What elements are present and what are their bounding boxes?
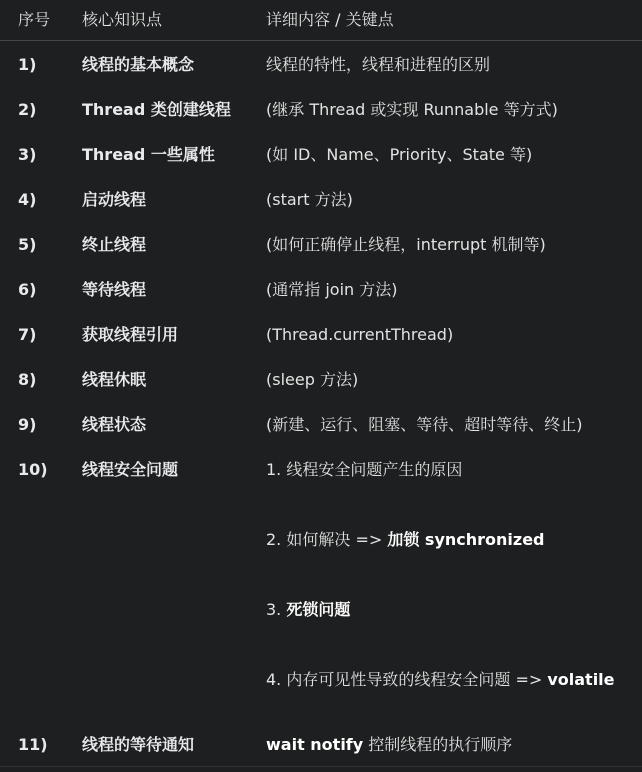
row-index: 6) — [18, 280, 37, 299]
row-topic: 线程休眠 — [82, 370, 147, 389]
row-index: 7) — [18, 325, 37, 344]
row-topic: 终止线程 — [82, 235, 147, 254]
header-detail: 详细内容 / 关键点 — [266, 10, 394, 29]
row-detail: (Thread.currentThread) — [266, 325, 454, 344]
row-detail: (sleep 方法) — [266, 370, 359, 389]
row-detail-line: 4. 内存可见性导致的线程安全问题 => volatile — [266, 670, 615, 689]
row-detail: (start 方法) — [266, 190, 353, 209]
row-detail-line: 2. 如何解决 => 加锁 synchronized — [266, 530, 545, 549]
row-index: 2) — [18, 100, 37, 119]
row-topic: 线程安全问题 — [82, 460, 179, 479]
row-index: 9) — [18, 415, 37, 434]
row-topic: Thread 一些属性 — [82, 145, 215, 164]
row-topic: 线程的基本概念 — [82, 55, 195, 74]
row-topic: 线程的等待通知 — [82, 735, 195, 754]
row-index: 11) — [18, 735, 48, 754]
row-topic: 线程状态 — [82, 415, 147, 434]
divider — [0, 766, 642, 767]
row-index: 10) — [18, 460, 48, 479]
row-detail: (如何正确停止线程，interrupt 机制等) — [266, 235, 546, 254]
row-detail: (通常指 join 方法) — [266, 280, 398, 299]
row-detail: (如 ID、Name、Priority、State 等) — [266, 145, 533, 164]
row-index: 5) — [18, 235, 37, 254]
header-topic: 核心知识点 — [82, 10, 163, 29]
row-topic: 获取线程引用 — [82, 325, 179, 344]
row-detail: (继承 Thread 或实现 Runnable 等方式) — [266, 100, 558, 119]
row-topic: 等待线程 — [82, 280, 147, 299]
header-index: 序号 — [18, 10, 51, 29]
row-detail: 1. 线程安全问题产生的原因 — [266, 460, 463, 479]
row-detail-line: 3. 死锁问题 — [266, 600, 351, 619]
table-header — [0, 0, 642, 41]
row-detail: 线程的特性，线程和进程的区别 — [266, 55, 491, 74]
row-index: 4) — [18, 190, 37, 209]
row-topic: Thread 类创建线程 — [82, 100, 231, 119]
row-index: 1) — [18, 55, 37, 74]
row-index: 3) — [18, 145, 37, 164]
row-index: 8) — [18, 370, 37, 389]
row-topic: 启动线程 — [82, 190, 147, 209]
row-detail: (新建、运行、阻塞、等待、超时等待、终止) — [266, 415, 583, 434]
row-detail: wait notify 控制线程的执行顺序 — [266, 735, 513, 754]
